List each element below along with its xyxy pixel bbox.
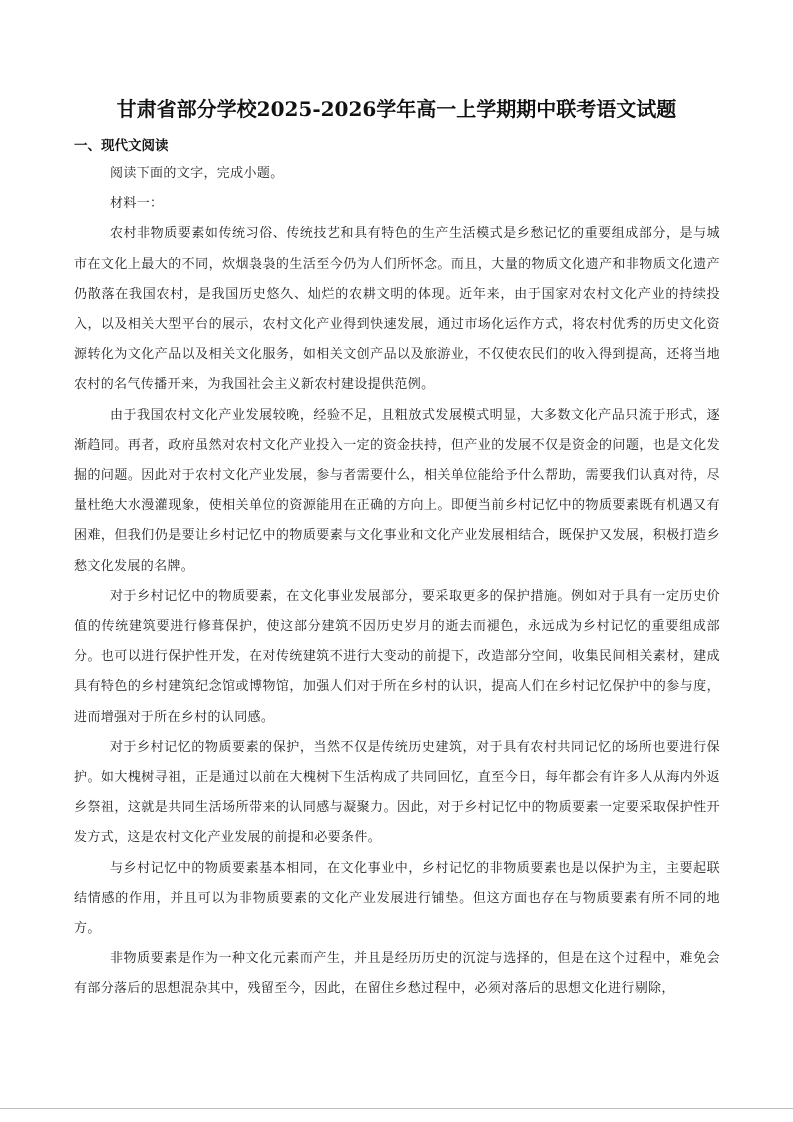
paragraph-2: 由于我国农村文化产业发展较晚，经验不足，且粗放式发展模式明显，大多数文化产品只流于形式，逐渐趋同。再者，政府虽然对农村文化产业投入一定的资金扶持，但产业的发展不仅是资金的问题，也是文化发掘的问题。因此对于农村文化产业发展，参与者需要什么，相关单位能给予什么帮助，需要我们认真对待，尽量杜绝大水漫灌现象，使相关单位的资源能用在正确的方向上。即便当前乡村记忆中的物质要素既有机遇又有困难，但我们仍是要让乡村记忆中的物质要素与文化事业和文化产业发展相结合，既保护又发展，积极打造乡愁文化发展的名牌。	[74, 407, 720, 574]
page-title: 甘肃省部分学校2025-2026学年高一上学期期中联考语文试题	[116, 97, 677, 121]
instruction-text: 阅读下面的文字，完成小题。	[110, 166, 284, 181]
paragraph-3: 对于乡村记忆中的物质要素，在文化事业发展部分，要采取更多的保护措施。例如对于具有一定历史价值的传统建筑要进行修葺保护，使这部分建筑不因历史岁月的逝去而褪色，永远成为乡村记忆的重要组成部分。也可以进行保护性开发，在对传统建筑不进行大变动的前提下，改造部分空间，收集民间相关素材，建成具有特色的乡村建筑纪念馆或博物馆，加强人们对于所在乡村的认识，提高人们在乡村记忆保护中的参与度，进而增强对于所在乡村的认同感。	[74, 588, 720, 725]
page-bottom-rule	[0, 1108, 793, 1109]
paragraph-4: 对于乡村记忆的物质要素的保护，当然不仅是传统历史建筑，对于具有农村共同记忆的场所也要进行保护。如大槐树寻祖，正是通过以前在大槐树下生活构成了共同回忆，直至今日，每年都会有许多人从海内外返乡祭祖，这就是共同生活场所带来的认同感与凝聚力。因此，对于乡村记忆中的物质要素一定要采取保护性开发方式，这是农村文化产业发展的前提和必要条件。	[74, 739, 720, 846]
document-body	[74, 159, 720, 1005]
paragraph-5: 与乡村记忆中的物质要素基本相同，在文化事业中，乡村记忆的非物质要素也是以保护为主，主要起联结情感的作用，并且可以为非物质要素的文化产业发展进行铺垫。但这方面也存在与物质要素有所不同的地方。	[74, 860, 720, 937]
paragraph-1: 农村非物质要素如传统习俗、传统技艺和具有特色的生产生活模式是乡愁记忆的重要组成部分，是与城市在文化上最大的不同，炊烟袅袅的生活至今仍为人们所怀念。而且，大量的物质文化遗产和非物质文化遗产仍散落在我国农村，是我国历史悠久、灿烂的农耕文明的体现。近年来，由于国家对农村文化产业的持续投入，以及相关大型平台的展示，农村文化产业得到快速发展，通过市场化运作方式，将农村优秀的历史文化资源转化为文化产品以及相关文化服务，如相关文创产品以及旅游业，不仅使农民们的收入得到提高，还将当地农村的名气传播开来，为我国社会主义新农村建设提供范例。	[74, 226, 720, 393]
section-heading: 一、现代文阅读	[74, 138, 169, 154]
paragraph-6: 非物质要素是作为一种文化元素而产生，并且是经历历史的沉淀与选择的，但是在这个过程中，难免会有部分落后的思想混杂其中，残留至今，因此，在留住乡愁过程中，必须对落后的思想文化进行剔除，	[74, 951, 720, 997]
material-label: 材料一：	[110, 196, 164, 212]
